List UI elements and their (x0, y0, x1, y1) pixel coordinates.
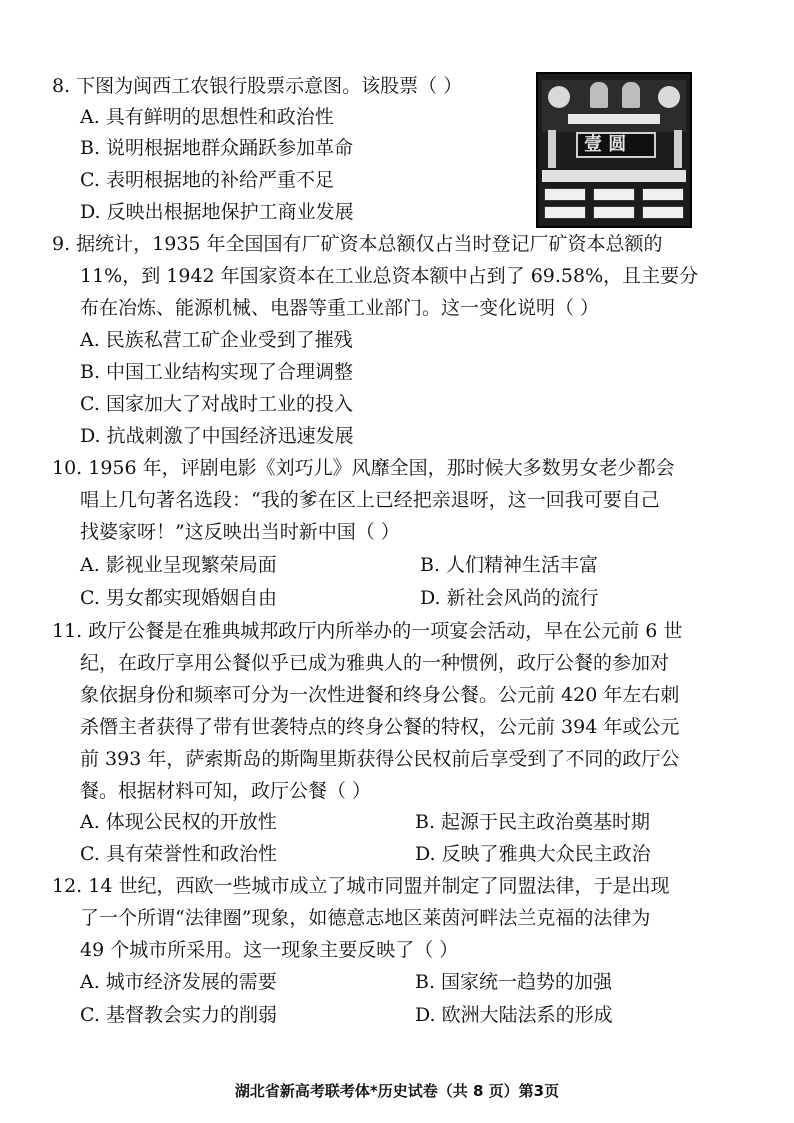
question-9-stem-line-3: 布在冶炼、能源机械、电器等重工业部门。这一变化说明（ ） (80, 297, 600, 319)
question-9-option-c: C. 国家加大了对战时工业的投入 (80, 393, 353, 415)
certificate-side-right (674, 130, 682, 168)
question-10-option-a: A. 影视业呈现繁荣局面 (80, 554, 277, 576)
stock-certificate-image (536, 72, 692, 228)
question-12-option-c: C. 基督教会实力的削弱 (80, 1004, 277, 1026)
coupon-cell (544, 206, 586, 219)
question-8-stem: 8. 下图为闽西工农银行股票示意图。该股票（ ） (52, 75, 463, 97)
question-10-stem-line-1: 10. 1956 年，评剧电影《刘巧儿》风靡全国，那时候大多数男女老少都会 (52, 457, 675, 479)
question-8-option-c: C. 表明根据地的补给严重不足 (80, 169, 334, 191)
page-footer: 湖北省新高考联考体*历史试卷（共 8 页）第3页 (234, 1082, 560, 1100)
certificate-banner (568, 114, 660, 124)
question-11-option-c: C. 具有荣誉性和政治性 (80, 843, 277, 865)
question-12-stem-line-3: 49 个城市所采用。这一现象主要反映了（ ） (80, 939, 459, 961)
question-10-stem-line-3: 找婆家呀！”这反映出当时新中国（ ） (80, 521, 400, 543)
question-11-option-b: B. 起源于民主政治奠基时期 (415, 811, 651, 833)
question-11-option-d: D. 反映了雅典大众民主政治 (415, 843, 651, 865)
question-11-stem-line-2: 纪，在政厅享用公餐似乎已成为雅典人的一种惯例，政厅公餐的参加对 (80, 652, 670, 674)
portrait-right-icon (622, 82, 640, 108)
question-11-stem-line-5: 前 393 年，萨索斯岛的斯陶里斯获得公民权前后享受到了不同的政厅公 (80, 748, 680, 770)
portrait-left-icon (590, 82, 608, 108)
question-10-option-d: D. 新社会风尚的流行 (420, 587, 599, 609)
question-11-stem-line-1: 11. 政厅公餐是在雅典城邦政厅内所举办的一项宴会活动，早在公元前 6 世 (52, 620, 683, 642)
coupon-cell (593, 188, 635, 201)
certificate-side-left (548, 130, 556, 168)
question-8-option-d: D. 反映出根据地保护工商业发展 (80, 201, 354, 223)
certificate-denomination (576, 132, 656, 158)
question-12-stem-line-1: 12. 14 世纪，西欧一些城市成立了城市同盟并制定了同盟法律，于是出现 (52, 875, 670, 897)
question-8-option-b: B. 说明根据地群众踊跃参加革命 (80, 137, 354, 159)
question-9-stem-line-2: 11%，到 1942 年国家资本在工业总资本额中占到了 69.58%，且主要分 (80, 265, 699, 287)
question-9-option-b: B. 中国工业结构实现了合理调整 (80, 361, 354, 383)
question-8-option-a: A. 具有鲜明的思想性和政治性 (80, 106, 334, 128)
question-11-stem-line-3: 象依据身份和频率可分为一次性进餐和终身公餐。公元前 420 年左右刺 (80, 684, 680, 706)
emblem-right-icon (658, 86, 680, 108)
question-11-option-a: A. 体现公民权的开放性 (80, 811, 277, 833)
question-12-option-b: B. 国家统一趋势的加强 (415, 971, 613, 993)
question-9-option-a: A. 民族私营工矿企业受到了摧残 (80, 329, 353, 351)
question-9-option-d: D. 抗战刺激了中国经济迅速发展 (80, 425, 354, 447)
coupon-cell (642, 206, 684, 219)
question-10-option-b: B. 人们精神生活丰富 (420, 554, 599, 576)
certificate-strip (542, 170, 686, 182)
coupon-cell (593, 206, 635, 219)
emblem-left-icon (548, 86, 570, 108)
question-12-option-a: A. 城市经济发展的需要 (80, 971, 277, 993)
coupon-cell (642, 188, 684, 201)
denomination-text: 壹 圆 (584, 134, 627, 155)
question-9-stem-line-1: 9. 据统计，1935 年全国国有厂矿资本总额仅占当时登记厂矿资本总额的 (52, 233, 663, 255)
question-11-stem-line-4: 杀僭主者获得了带有世袭特点的终身公餐的特权，公元前 394 年或公元 (80, 716, 680, 738)
question-11-stem-line-6: 餐。根据材料可知，政厅公餐（ ） (80, 780, 372, 802)
question-10-option-c: C. 男女都实现婚姻自由 (80, 587, 277, 609)
question-12-stem-line-2: 了一个所谓“法律圈”现象，如德意志地区莱茵河畔法兰克福的法律为 (80, 907, 651, 929)
question-10-stem-line-2: 唱上几句著名选段：“我的爹在区上已经把亲退呀，这一回我可要自己 (80, 489, 660, 511)
coupon-cell (544, 188, 586, 201)
question-12-option-d: D. 欧洲大陆法系的形成 (415, 1004, 613, 1026)
